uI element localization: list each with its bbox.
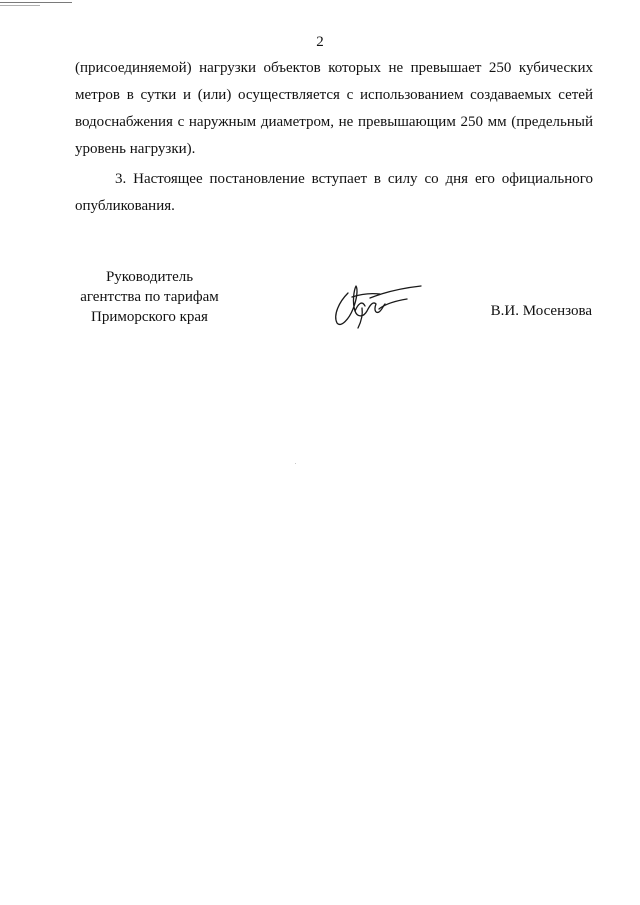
signer-position-line: Приморского края: [91, 309, 208, 325]
handwritten-signature: [325, 268, 425, 330]
scan-speck: [295, 463, 296, 464]
scan-edge-line: [0, 2, 72, 3]
signer-position-line: агентства по тарифам: [80, 289, 219, 305]
paragraph-item-3: 3. Настоящее постановление вступает в силу со дня его официального опубликования.: [75, 171, 593, 214]
signer-name: В.И. Мосензова: [490, 303, 592, 319]
page-number: 2: [316, 34, 324, 50]
document-body: [75, 55, 593, 220]
scan-edge-line: [0, 5, 40, 6]
signer-position: [62, 267, 237, 327]
paragraph-continuation: (присоединяемой) нагрузки объектов которых не превышает 250 кубических метров в сутки и (или) осуществляется с использованием создаваемых сетей водоснабжения с наружным диаметром, не превышающим 250 мм (предельный уровень нагрузки).: [75, 60, 593, 157]
signer-position-line: Руководитель: [105, 269, 194, 285]
